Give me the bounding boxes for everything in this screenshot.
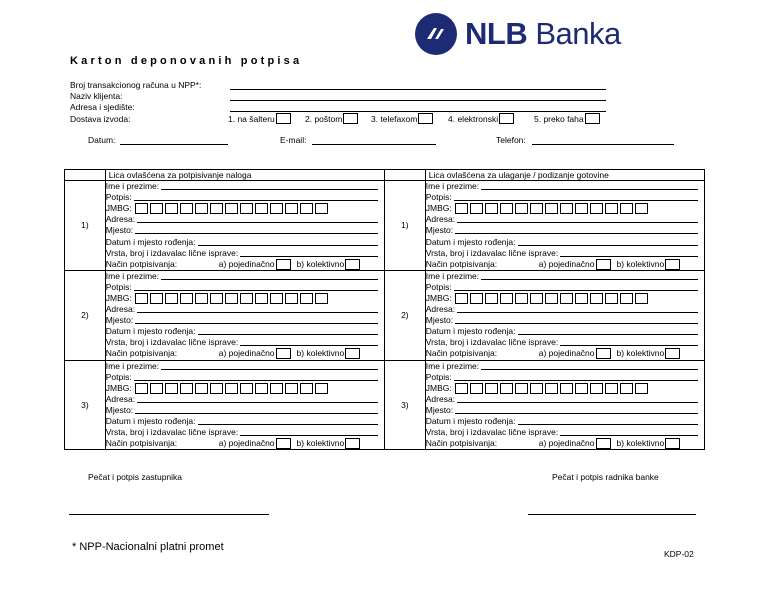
jmbg-digit-box[interactable] — [270, 203, 283, 214]
jmbg-digit-box[interactable] — [255, 293, 268, 304]
jmbg-digit-box[interactable] — [210, 203, 223, 214]
cash-place-field[interactable]: Mjesto: — [426, 225, 704, 236]
footnote: * NPP-Nacionalni platni promet — [72, 541, 224, 553]
signer-id-doc-field[interactable]: Vrsta, broj i izdavalac lične isprave: — [106, 248, 384, 259]
cash-handler-block — [425, 360, 704, 450]
jmbg-digit-box[interactable] — [455, 383, 468, 394]
jmbg-digit-box[interactable] — [240, 383, 253, 394]
authorized-signer-block — [105, 181, 384, 271]
cash-name-field[interactable]: Ime i prezime: — [426, 361, 704, 372]
phone-input[interactable] — [532, 144, 674, 145]
jmbg-digit-box[interactable] — [635, 203, 648, 214]
individual-checkbox[interactable] — [276, 259, 291, 270]
signer-place-field[interactable]: Mjesto: — [106, 405, 384, 416]
cash-handler-block — [425, 181, 704, 271]
cash-birth-field[interactable]: Datum i mjesto rođenja: — [426, 416, 704, 427]
signer-sign-mode-field: Način potpisivanja: a) pojedinačno b) kolektivno — [106, 348, 384, 359]
jmbg-digit-box[interactable] — [165, 383, 178, 394]
delivery-option-1[interactable]: 1. na šalteru — [228, 113, 291, 124]
jmbg-digit-box[interactable] — [575, 293, 588, 304]
signer-name-field[interactable]: Ime i prezime: — [106, 271, 384, 282]
jmbg-digit-box[interactable] — [300, 203, 313, 214]
jmbg-digit-box[interactable] — [150, 383, 163, 394]
cash-address-field[interactable]: Adresa: — [426, 304, 704, 315]
signer-place-field[interactable]: Mjesto: — [106, 225, 384, 236]
jmbg-digit-box[interactable] — [300, 383, 313, 394]
collective-checkbox[interactable] — [665, 348, 680, 359]
signer-sign-mode-field: Način potpisivanja: a) pojedinačno b) kolektivno — [106, 259, 384, 270]
cash-signature-field[interactable]: Potpis: — [426, 282, 704, 293]
jmbg-digit-box[interactable] — [195, 203, 208, 214]
row-number: 1) — [65, 181, 106, 271]
account-input[interactable] — [230, 89, 606, 90]
signer-birth-field[interactable]: Datum i mjesto rođenja: — [106, 416, 384, 427]
jmbg-digit-box[interactable] — [455, 203, 468, 214]
jmbg-digit-box[interactable] — [545, 203, 558, 214]
jmbg-digit-box[interactable] — [560, 293, 573, 304]
cash-handler-block — [425, 270, 704, 360]
signatory-row — [65, 181, 705, 271]
jmbg-digit-box[interactable] — [530, 203, 543, 214]
jmbg-digit-box[interactable] — [590, 293, 603, 304]
jmbg-digit-box[interactable] — [605, 203, 618, 214]
jmbg-digit-box[interactable] — [180, 293, 193, 304]
signatories-table — [64, 169, 705, 450]
collective-checkbox[interactable] — [665, 438, 680, 449]
signer-address-field[interactable]: Adresa: — [106, 214, 384, 225]
cash-birth-field[interactable]: Datum i mjesto rođenja: — [426, 236, 704, 247]
account-label: Broj transakcionog računa u NPP*: — [70, 80, 202, 90]
cash-sign-mode-field: Način potpisivanja: a) pojedinačno b) kolektivno — [426, 438, 704, 449]
page-title: Karton deponovanih potpisa — [70, 55, 303, 67]
delivery-option-5[interactable]: 5. preko faha — [534, 113, 600, 124]
jmbg-digit-box[interactable] — [135, 203, 148, 214]
jmbg-digit-box[interactable] — [255, 383, 268, 394]
cash-sign-mode-field: Način potpisivanja: a) pojedinačno b) kolektivno — [426, 259, 704, 270]
cash-id-doc-field[interactable]: Vrsta, broj i izdavalac lične isprave: — [426, 337, 704, 348]
jmbg-digit-box[interactable] — [455, 293, 468, 304]
jmbg-digit-box[interactable] — [240, 203, 253, 214]
collective-checkbox[interactable] — [345, 438, 360, 449]
checkbox[interactable] — [585, 113, 600, 124]
client-input[interactable] — [230, 100, 606, 101]
signatory-row — [65, 270, 705, 360]
jmbg-digit-box[interactable] — [210, 383, 223, 394]
collective-checkbox[interactable] — [665, 259, 680, 270]
collective-checkbox[interactable] — [345, 348, 360, 359]
jmbg-digit-box[interactable] — [500, 293, 513, 304]
checkbox[interactable] — [343, 113, 358, 124]
jmbg-digit-box[interactable] — [575, 203, 588, 214]
cash-sign-mode-field: Način potpisivanja: a) pojedinačno b) kolektivno — [426, 348, 704, 359]
cash-address-field[interactable]: Adresa: — [426, 394, 704, 405]
bank-logo — [415, 12, 621, 56]
jmbg-digit-box[interactable] — [620, 383, 633, 394]
signer-sign-mode-field: Način potpisivanja: a) pojedinačno b) kolektivno — [106, 438, 384, 449]
jmbg-digit-box[interactable] — [285, 383, 298, 394]
checkbox[interactable] — [276, 113, 291, 124]
jmbg-digit-box[interactable] — [470, 383, 483, 394]
jmbg-digit-box[interactable] — [515, 203, 528, 214]
jmbg-digit-box[interactable] — [500, 203, 513, 214]
jmbg-digit-box[interactable] — [530, 383, 543, 394]
jmbg-digit-box[interactable] — [225, 293, 238, 304]
individual-checkbox[interactable] — [596, 438, 611, 449]
signer-jmbg-field: JMBG: — [106, 293, 384, 304]
jmbg-digit-box[interactable] — [515, 383, 528, 394]
jmbg-digit-box[interactable] — [635, 383, 648, 394]
jmbg-digit-box[interactable] — [270, 383, 283, 394]
jmbg-digit-box[interactable] — [210, 293, 223, 304]
row-number: 2) — [65, 270, 106, 360]
jmbg-digit-box[interactable] — [485, 293, 498, 304]
phone-label: Telefon: — [496, 135, 526, 145]
row-number: 3) — [65, 360, 106, 450]
bank-seal-label: Pečat i potpis radnika banke — [552, 472, 659, 482]
individual-checkbox[interactable] — [596, 348, 611, 359]
row-number: 2) — [384, 270, 425, 360]
jmbg-digit-box[interactable] — [270, 293, 283, 304]
jmbg-digit-box[interactable] — [485, 203, 498, 214]
jmbg-digit-box[interactable] — [150, 293, 163, 304]
jmbg-digit-box[interactable] — [165, 293, 178, 304]
jmbg-digit-box[interactable] — [180, 383, 193, 394]
jmbg-digit-box[interactable] — [195, 383, 208, 394]
jmbg-digit-box[interactable] — [300, 293, 313, 304]
signer-signature-field[interactable]: Potpis: — [106, 192, 384, 203]
signer-birth-field[interactable]: Datum i mjesto rođenja: — [106, 236, 384, 247]
date-input[interactable] — [120, 144, 228, 145]
jmbg-digit-box[interactable] — [150, 203, 163, 214]
logo-text: Banka — [535, 16, 621, 51]
jmbg-digit-box[interactable] — [470, 293, 483, 304]
signer-id-doc-field[interactable]: Vrsta, broj i izdavalac lične isprave: — [106, 427, 384, 438]
email-label: E-mail: — [280, 135, 307, 145]
jmbg-digit-box[interactable] — [135, 293, 148, 304]
delivery-option-3[interactable]: 3. telefaxom — [371, 113, 433, 124]
jmbg-digit-box[interactable] — [255, 203, 268, 214]
jmbg-digit-box[interactable] — [605, 293, 618, 304]
jmbg-digit-box[interactable] — [165, 203, 178, 214]
jmbg-digit-box[interactable] — [590, 203, 603, 214]
jmbg-digit-box[interactable] — [195, 293, 208, 304]
cash-jmbg-field: JMBG: — [426, 293, 704, 304]
jmbg-digit-box[interactable] — [515, 293, 528, 304]
cash-birth-field[interactable]: Datum i mjesto rođenja: — [426, 326, 704, 337]
jmbg-digit-box[interactable] — [575, 383, 588, 394]
jmbg-digit-box[interactable] — [225, 203, 238, 214]
jmbg-digit-box[interactable] — [560, 203, 573, 214]
jmbg-digit-box[interactable] — [620, 203, 633, 214]
jmbg-digit-box[interactable] — [605, 383, 618, 394]
signer-birth-field[interactable]: Datum i mjesto rođenja: — [106, 326, 384, 337]
jmbg-digit-box[interactable] — [315, 293, 328, 304]
signer-id-doc-field[interactable]: Vrsta, broj i izdavalac lične isprave: — [106, 337, 384, 348]
signer-address-field[interactable]: Adresa: — [106, 394, 384, 405]
cash-id-doc-field[interactable]: Vrsta, broj i izdavalac lične isprave: — [426, 248, 704, 259]
jmbg-digit-box[interactable] — [620, 293, 633, 304]
jmbg-digit-box[interactable] — [530, 293, 543, 304]
jmbg-digit-box[interactable] — [315, 203, 328, 214]
jmbg-digit-box[interactable] — [560, 383, 573, 394]
jmbg-digit-box[interactable] — [545, 293, 558, 304]
jmbg-digit-box[interactable] — [285, 293, 298, 304]
jmbg-digit-box[interactable] — [635, 293, 648, 304]
jmbg-digit-box[interactable] — [590, 383, 603, 394]
delivery-option-4[interactable]: 4. elektronski — [448, 113, 514, 124]
cash-place-field[interactable]: Mjesto: — [426, 405, 704, 416]
bank-signature-line[interactable] — [528, 514, 696, 515]
signer-jmbg-field: JMBG: — [106, 203, 384, 214]
authorized-signer-block — [105, 360, 384, 450]
address-input[interactable] — [230, 111, 606, 112]
right-header: Lica ovlašćena za ulaganje / podizanje gotovine — [425, 170, 704, 181]
jmbg-digit-box[interactable] — [315, 383, 328, 394]
date-label: Datum: — [88, 135, 116, 145]
jmbg-digit-box[interactable] — [545, 383, 558, 394]
checkbox[interactable] — [418, 113, 433, 124]
signer-signature-field[interactable]: Potpis: — [106, 282, 384, 293]
jmbg-digit-box[interactable] — [225, 383, 238, 394]
row-number: 1) — [384, 181, 425, 271]
cash-signature-field[interactable]: Potpis: — [426, 192, 704, 203]
cash-signature-field[interactable]: Potpis: — [426, 372, 704, 383]
authorized-signer-block — [105, 270, 384, 360]
jmbg-digit-box[interactable] — [470, 203, 483, 214]
row-number: 3) — [384, 360, 425, 450]
cash-jmbg-field: JMBG: — [426, 383, 704, 394]
jmbg-digit-box[interactable] — [285, 203, 298, 214]
cash-address-field[interactable]: Adresa: — [426, 214, 704, 225]
jmbg-digit-box[interactable] — [135, 383, 148, 394]
logo-mark-icon — [415, 13, 457, 55]
signer-place-field[interactable]: Mjesto: — [106, 315, 384, 326]
cash-id-doc-field[interactable]: Vrsta, broj i izdavalac lične isprave: — [426, 427, 704, 438]
logo-text-bold: NLB — [465, 16, 528, 51]
jmbg-digit-box[interactable] — [485, 383, 498, 394]
individual-checkbox[interactable] — [596, 259, 611, 270]
jmbg-digit-box[interactable] — [500, 383, 513, 394]
client-label: Naziv klijenta: — [70, 91, 123, 101]
signer-signature-field[interactable]: Potpis: — [106, 372, 384, 383]
cash-place-field[interactable]: Mjesto: — [426, 315, 704, 326]
agent-seal-label: Pečat i potpis zastupnika — [88, 472, 183, 482]
jmbg-digit-box[interactable] — [240, 293, 253, 304]
signer-jmbg-field: JMBG: — [106, 383, 384, 394]
agent-signature-line[interactable] — [69, 514, 269, 515]
delivery-option-2[interactable]: 2. poštom — [305, 113, 358, 124]
signer-name-field[interactable]: Ime i prezime: — [106, 181, 384, 192]
cash-jmbg-field: JMBG: — [426, 203, 704, 214]
signatory-row — [65, 360, 705, 450]
form-code: KDP-02 — [664, 549, 694, 559]
cash-name-field[interactable]: Ime i prezime: — [426, 271, 704, 282]
left-header: Lica ovlašćena za potpisivanje naloga — [105, 170, 384, 181]
collective-checkbox[interactable] — [345, 259, 360, 270]
cash-name-field[interactable]: Ime i prezime: — [426, 181, 704, 192]
individual-checkbox[interactable] — [276, 438, 291, 449]
jmbg-digit-box[interactable] — [180, 203, 193, 214]
individual-checkbox[interactable] — [276, 348, 291, 359]
address-label: Adresa i sjedište: — [70, 102, 135, 112]
delivery-label: Dostava izvoda: — [70, 114, 131, 124]
signer-name-field[interactable]: Ime i prezime: — [106, 361, 384, 372]
signer-address-field[interactable]: Adresa: — [106, 304, 384, 315]
email-input[interactable] — [312, 144, 436, 145]
checkbox[interactable] — [499, 113, 514, 124]
